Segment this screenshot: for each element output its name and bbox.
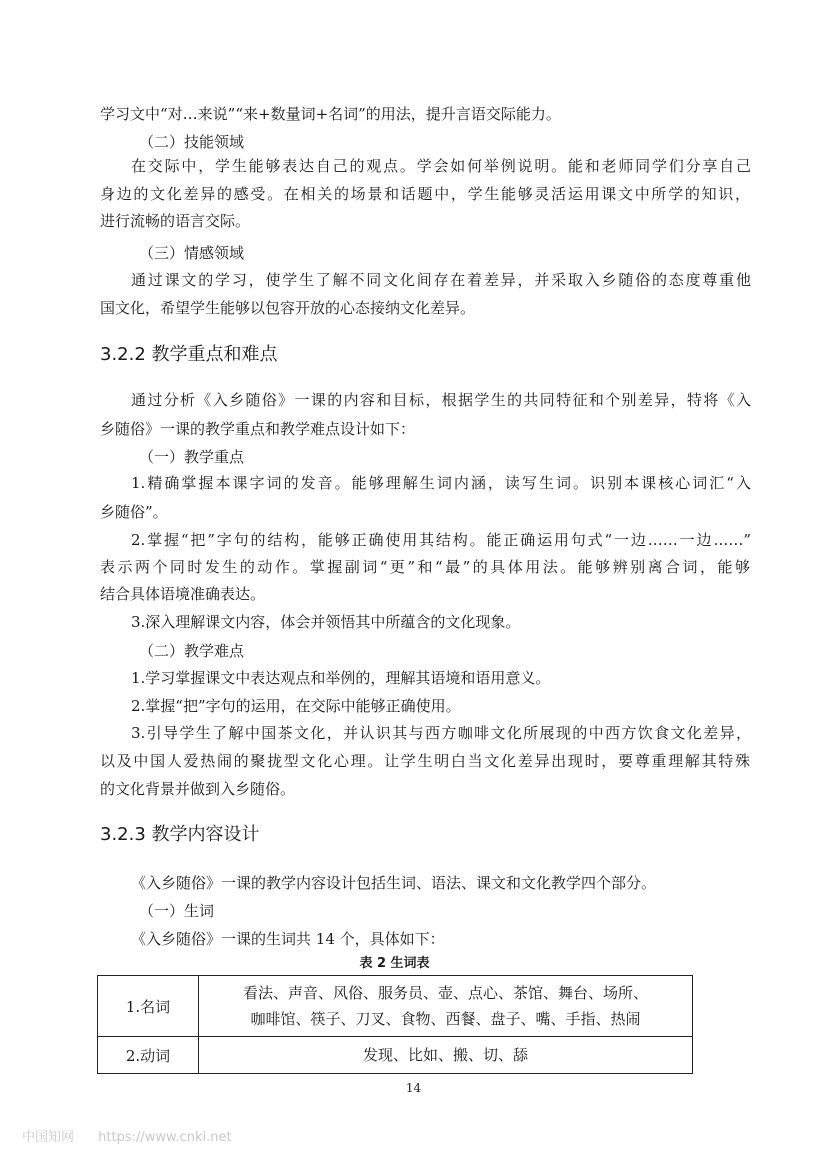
table-cell-words xyxy=(199,976,693,1037)
watermark-url: https://www.cnki.net xyxy=(98,1130,232,1145)
difficulty-line: 2.掌握“把”字句的运用，在交际中能够正确使用。 xyxy=(131,697,461,715)
paragraph-line: 《入乡随俗》一课的教学内容设计包括生词、语法、课文和文化教学四个部分。 xyxy=(131,874,657,892)
emotion-heading: （三）情感领域 xyxy=(139,244,245,262)
word-list-line: 看法、声音、风俗、服务员、壶、点心、茶馆、舞台、场所、 xyxy=(242,984,648,1002)
difficulty-line: 1.学习掌握课文中表达观点和举例的，理解其语境和语用意义。 xyxy=(131,669,551,687)
vocabulary-table xyxy=(97,975,693,1074)
watermark-cnki: 中国知网 xyxy=(22,1130,75,1145)
table-caption: 表 2 生词表 xyxy=(359,956,430,971)
table-cell-words xyxy=(199,1037,693,1074)
key-point-line: 表示两个同时发生的动作。掌握副词“更”和“最”的具体用法。能够辨别离合词，能够 xyxy=(100,558,750,576)
difficulty-line: 以及中国人爱热闹的聚拢型文化心理。让学生明白当文化差异出现时，要尊重理解其特殊 xyxy=(100,752,750,770)
paragraph-line: 乡随俗》一课的教学重点和教学难点设计如下： xyxy=(100,420,416,438)
key-points-heading: （一）教学重点 xyxy=(139,448,245,466)
key-point-line: 乡随俗”。 xyxy=(100,503,168,521)
word-list-line: 咖啡馆、筷子、刀叉、食物、西餐、盘子、嘴、手指、热闹 xyxy=(250,1010,641,1028)
paragraph-line: 通过分析《入乡随俗》一课的内容和目标，根据学生的共同特征和个别差异，特将《入 xyxy=(131,391,751,409)
page-number: 14 xyxy=(405,1081,422,1095)
paragraph-line: 在交际中，学生能够表达自己的观点。学会如何举例说明。能和老师同学们分享自己 xyxy=(131,157,751,175)
paragraph-line: 国文化，希望学生能够以包容开放的心态接纳文化差异。 xyxy=(100,299,476,317)
difficulties-heading: （二）教学难点 xyxy=(139,642,245,660)
key-point-line: 3.深入理解课文内容，体会并领悟其中所蕴含的文化现象。 xyxy=(131,613,521,631)
paragraph-line: 进行流畅的语言交际。 xyxy=(100,212,251,230)
paragraph-line: 《入乡随俗》一课的生词共 14 个，具体如下： xyxy=(131,930,445,948)
section-heading-3-2-3: 3.2.3 教学内容设计 xyxy=(100,824,260,845)
watermark xyxy=(22,1126,252,1145)
key-point-line: 2.掌握“把”字句的结构，能够正确使用其结构。能正确运用句式“一边……一边……” xyxy=(131,531,751,549)
paragraph-line: 通过课文的学习，使学生了解不同文化间存在着差异，并采取入乡随俗的态度尊重他 xyxy=(131,271,751,289)
table-cell-category: 1.名词 xyxy=(98,976,199,1037)
table-row xyxy=(98,976,693,1037)
key-point-line: 1.精确掌握本课字词的发音。能够理解生词内涵，读写生词。识别本课核心词汇“入 xyxy=(131,474,751,492)
vocab-heading: （一）生词 xyxy=(139,902,215,920)
section-heading-3-2-2: 3.2.2 教学重点和难点 xyxy=(100,344,278,365)
paragraph-line: 身边的文化差异的感受。在相关的场景和话题中，学生能够灵活运用课文中所学的知识， xyxy=(100,185,750,203)
table-cell-category: 2.动词 xyxy=(98,1037,199,1074)
table-row xyxy=(98,1037,693,1074)
intro-line: 学习文中“对…来说”“来+数量词+名词”的用法，提升言语交际能力。 xyxy=(100,105,561,123)
key-point-line: 结合具体语境准确表达。 xyxy=(100,585,266,603)
word-list-line: 发现、比如、搬、切、舔 xyxy=(362,1046,528,1064)
skills-heading: （二）技能领域 xyxy=(139,133,245,151)
difficulty-line: 3.引导学生了解中国茶文化，并认识其与西方咖啡文化所展现的中西方饮食文化差异， xyxy=(131,724,751,742)
difficulty-line: 的文化背景并做到入乡随俗。 xyxy=(100,780,296,798)
